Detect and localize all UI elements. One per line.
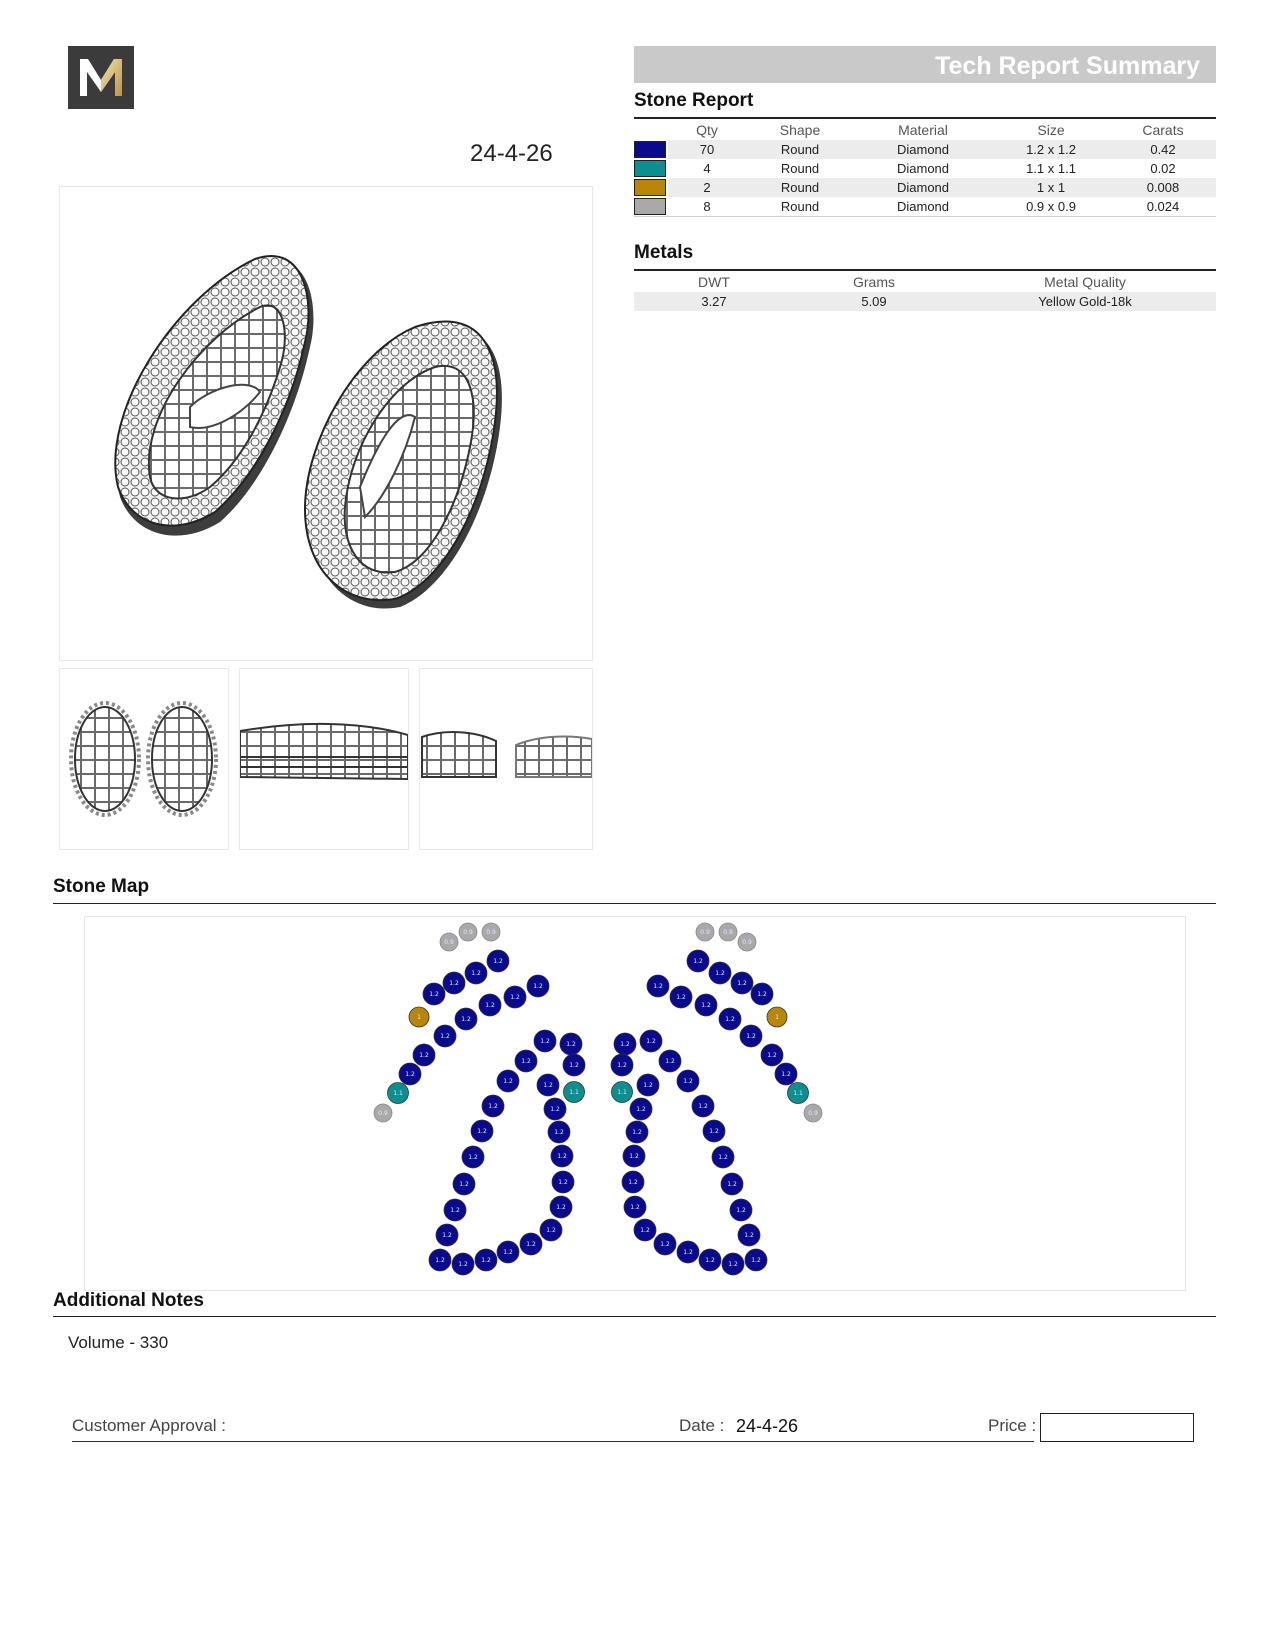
stone-blue	[552, 1171, 574, 1193]
carats-cell: 0.02	[1150, 161, 1176, 176]
stone-blue	[423, 983, 445, 1005]
stone-size-label: 1.2	[709, 1128, 719, 1135]
divider	[634, 117, 1216, 119]
divider	[53, 903, 1216, 904]
size-cell: 0.9 x 0.9	[1026, 199, 1076, 214]
stone-blue	[453, 1173, 475, 1195]
stone-size-label: 1.2	[718, 1154, 728, 1161]
stone-blue	[551, 1145, 573, 1167]
company-logo	[68, 46, 134, 109]
stone-size-label: 1.2	[540, 1038, 550, 1045]
stone-blue	[670, 986, 692, 1008]
stone-size-label: 1.2	[450, 1207, 460, 1214]
stone-blue	[722, 1253, 744, 1275]
stone-blue	[761, 1044, 783, 1066]
stone-size-label: 1.2	[477, 1128, 487, 1135]
table-row	[634, 292, 1216, 311]
stone-size-label: 1.2	[461, 1016, 471, 1023]
stone-blue	[527, 975, 549, 997]
stone-size-label: 1.2	[485, 1002, 495, 1009]
stone-teal	[788, 1083, 809, 1104]
shape-cell: Round	[780, 161, 820, 176]
stone-gray	[696, 923, 714, 941]
date-label: Date :	[679, 1416, 725, 1435]
stone-size-label: 1.2	[458, 1261, 468, 1268]
stone-gray	[719, 923, 737, 941]
stone-blue	[624, 1196, 646, 1218]
stone-teal	[612, 1082, 633, 1103]
material-cell: Diamond	[896, 199, 950, 214]
stone-blue	[497, 1241, 519, 1263]
stone-size-label: 1.2	[468, 1154, 478, 1161]
stone-blue	[462, 1146, 484, 1168]
stone-gray	[482, 923, 500, 941]
date-value: 24-4-26	[736, 1416, 799, 1436]
signature-line[interactable]	[72, 1441, 1034, 1442]
size-cell: 1.2 x 1.2	[992, 140, 1110, 159]
column-header-carats: Carats	[1142, 122, 1184, 138]
stone-size-label: 1.2	[429, 991, 439, 998]
additional-notes-title: Additional Notes	[53, 1290, 204, 1311]
stone-gray	[459, 923, 477, 941]
stone-size-label: 1.2	[751, 1257, 761, 1264]
stone-size-label: 1.2	[558, 1179, 568, 1186]
stone-size-label: 1.2	[510, 994, 520, 1001]
stone-size-label: 1.2	[767, 1052, 777, 1059]
stone-blue	[730, 1199, 752, 1221]
stone-blue	[709, 962, 731, 984]
job-code: 24-4-26	[470, 140, 553, 167]
stone-blue	[654, 1233, 676, 1255]
stone-size-label: 0.9	[723, 929, 733, 936]
stone-size-label: 1.2	[643, 1082, 653, 1089]
stone-size-label: 1.2	[546, 1227, 556, 1234]
stone-blue	[540, 1219, 562, 1241]
stone-blue	[687, 950, 709, 972]
stone-blue	[550, 1196, 572, 1218]
stone-blue	[482, 1095, 504, 1117]
color-swatch	[634, 198, 666, 215]
stone-size-label: 1.2	[757, 991, 767, 998]
stone-blue	[677, 1241, 699, 1263]
stone-size-label: 0.9	[444, 939, 454, 946]
stone-blue	[475, 1249, 497, 1271]
stone-blue	[637, 1074, 659, 1096]
stone-gold	[767, 1007, 787, 1027]
stone-blue	[614, 1033, 636, 1055]
stone-blue	[515, 1050, 537, 1072]
price-input[interactable]	[1040, 1413, 1194, 1442]
stone-size-label: 0.9	[463, 929, 473, 936]
stone-size-label: 1.2	[503, 1078, 513, 1085]
stone-size-label: 1.2	[628, 1179, 638, 1186]
stone-size-label: 1	[417, 1014, 421, 1021]
stone-blue	[622, 1171, 644, 1193]
stone-size-label: 1.2	[744, 1232, 754, 1239]
stone-size-label: 1.2	[526, 1241, 536, 1248]
stone-size-label: 1.2	[683, 1249, 693, 1256]
stone-report-title: Stone Report	[634, 90, 754, 111]
stone-blue	[563, 1054, 585, 1076]
material-cell: Diamond	[854, 178, 992, 197]
stone-size-label: 0.9	[378, 1110, 388, 1117]
stone-size-label: 1.2	[569, 1062, 579, 1069]
stone-size-label: 0.9	[808, 1110, 818, 1117]
shape-cell: Round	[746, 178, 854, 197]
stone-size-label: 1.2	[521, 1058, 531, 1065]
stone-size-label: 1.2	[737, 980, 747, 987]
stone-size-label: 1.2	[533, 983, 543, 990]
metals-table	[634, 272, 1216, 311]
stone-blue	[745, 1249, 767, 1271]
stone-size-label: 1.1	[393, 1090, 403, 1097]
stone-blue	[712, 1146, 734, 1168]
size-cell: 1.1 x 1.1	[1026, 161, 1076, 176]
material-cell: Diamond	[854, 140, 992, 159]
color-swatch	[634, 179, 666, 196]
stone-blue	[626, 1121, 648, 1143]
stone-size-label: 1.2	[746, 1033, 756, 1040]
thumbnail-side-view[interactable]	[239, 668, 409, 850]
stone-blue	[534, 1030, 556, 1052]
table-header-row	[634, 120, 1216, 140]
main-render-image	[59, 186, 593, 661]
grams-cell: 5.09	[794, 292, 954, 311]
stone-size-label: 1.2	[493, 958, 503, 965]
stone-map-diagram	[84, 916, 1186, 1291]
stone-gray	[804, 1104, 822, 1122]
stone-size-label: 1.2	[557, 1153, 567, 1160]
stone-size-label: 1.2	[781, 1071, 791, 1078]
color-swatch	[634, 160, 666, 177]
stone-blue	[751, 983, 773, 1005]
stone-blue	[465, 962, 487, 984]
customer-approval-label: Customer Approval :	[72, 1416, 227, 1435]
column-header-material: Material	[898, 122, 948, 138]
right-earring-render	[305, 321, 502, 608]
stone-gold	[409, 1007, 429, 1027]
thumbnail-top-view[interactable]	[419, 668, 593, 850]
stone-blue	[719, 1008, 741, 1030]
stone-size-label: 1	[775, 1014, 779, 1021]
metals-title: Metals	[634, 242, 694, 263]
stone-size-label: 1.2	[660, 1241, 670, 1248]
table-row	[634, 197, 1216, 217]
stone-blue	[634, 1219, 656, 1241]
stone-size-label: 0.9	[486, 929, 496, 936]
stone-size-label: 1.2	[556, 1204, 566, 1211]
stone-size-label: 1.2	[543, 1082, 553, 1089]
divider	[53, 1316, 1216, 1317]
qty-cell: 2	[668, 178, 746, 197]
stone-blue	[479, 994, 501, 1016]
report-title: Tech Report Summary	[634, 46, 1216, 83]
stone-blue	[775, 1063, 797, 1085]
table-row	[634, 140, 1216, 159]
shape-cell: Round	[746, 140, 854, 159]
thumbnail-front-view[interactable]	[59, 668, 229, 850]
stone-size-label: 1.2	[419, 1052, 429, 1059]
stone-blue	[452, 1253, 474, 1275]
stone-size-label: 1.2	[683, 1078, 693, 1085]
stone-size-label: 1.2	[440, 1033, 450, 1040]
stone-size-label: 1.2	[676, 994, 686, 1001]
stone-gray	[738, 933, 756, 951]
stone-gray	[440, 933, 458, 951]
stone-blue	[677, 1070, 699, 1092]
divider	[634, 269, 1216, 271]
stone-blue	[647, 975, 669, 997]
material-cell: Diamond	[896, 161, 950, 176]
column-header-size: Size	[1037, 122, 1065, 138]
stone-size-label: 1.2	[632, 1129, 642, 1136]
stone-size-label: 1.2	[459, 1181, 469, 1188]
stone-blue	[623, 1145, 645, 1167]
qty-cell: 4	[703, 161, 711, 176]
carats-cell: 0.024	[1146, 199, 1180, 214]
stone-blue	[537, 1074, 559, 1096]
stone-blue	[740, 1025, 762, 1047]
notes-text: Volume - 330	[68, 1333, 169, 1352]
stone-size-label: 1.2	[629, 1153, 639, 1160]
stone-blue	[630, 1098, 652, 1120]
stone-blue	[548, 1121, 570, 1143]
stone-size-label: 1.2	[617, 1062, 627, 1069]
stone-blue	[504, 986, 526, 1008]
stone-size-label: 1.2	[653, 983, 663, 990]
stone-size-label: 1.2	[630, 1204, 640, 1211]
table-row	[634, 178, 1216, 197]
stone-size-label: 1.2	[698, 1103, 708, 1110]
stone-blue	[413, 1044, 435, 1066]
table-header-row	[634, 272, 1216, 292]
stone-size-label: 1.2	[636, 1106, 646, 1113]
stone-size-label: 1.1	[617, 1089, 627, 1096]
column-header-metal-quality: Metal Quality	[1044, 274, 1126, 290]
column-header-qty: Qty	[696, 122, 718, 138]
stone-teal	[564, 1082, 585, 1103]
left-earring-render	[115, 256, 313, 536]
stone-size-label: 1.2	[488, 1103, 498, 1110]
stone-blue	[455, 1008, 477, 1030]
stone-size-label: 1.1	[569, 1089, 579, 1096]
stone-teal	[388, 1083, 409, 1104]
stone-blue	[640, 1030, 662, 1052]
stone-blue	[695, 994, 717, 1016]
stone-size-label: 1.2	[442, 1232, 452, 1239]
stone-blue	[471, 1120, 493, 1142]
stone-blue	[487, 950, 509, 972]
stone-size-label: 1.2	[736, 1207, 746, 1214]
dwt-cell: 3.27	[634, 292, 794, 311]
stone-blue	[429, 1249, 451, 1271]
stone-size-label: 1.2	[693, 958, 703, 965]
stone-size-label: 1.2	[727, 1181, 737, 1188]
stone-blue	[692, 1095, 714, 1117]
stone-blue	[443, 972, 465, 994]
stone-size-label: 1.2	[620, 1041, 630, 1048]
stone-blue	[611, 1054, 633, 1076]
stone-report-table	[634, 120, 1216, 217]
size-cell: 1 x 1	[992, 178, 1110, 197]
stone-blue	[497, 1070, 519, 1092]
stone-blue	[721, 1173, 743, 1195]
stone-size-label: 1.2	[725, 1016, 735, 1023]
stone-size-label: 1.2	[481, 1257, 491, 1264]
column-header-color	[634, 120, 668, 140]
stone-size-label: 0.9	[742, 939, 752, 946]
stone-size-label: 1.2	[640, 1227, 650, 1234]
column-header-grams: Grams	[853, 274, 895, 290]
stone-blue	[399, 1063, 421, 1085]
stone-blue	[738, 1224, 760, 1246]
stone-blue	[560, 1033, 582, 1055]
stone-blue	[659, 1050, 681, 1072]
stone-blue	[703, 1120, 725, 1142]
table-row	[634, 159, 1216, 178]
qty-cell: 8	[703, 199, 711, 214]
stone-size-label: 1.1	[793, 1090, 803, 1097]
carats-cell: 0.008	[1110, 178, 1216, 197]
stone-size-label: 1.2	[646, 1038, 656, 1045]
stone-blue	[434, 1025, 456, 1047]
stone-blue	[520, 1233, 542, 1255]
stone-size-label: 1.2	[665, 1058, 675, 1065]
column-header-shape: Shape	[779, 122, 821, 138]
stone-size-label: 1.2	[566, 1041, 576, 1048]
stone-size-label: 1.2	[705, 1257, 715, 1264]
color-swatch	[634, 141, 666, 158]
metal-quality-cell: Yellow Gold-18k	[954, 292, 1216, 311]
carats-cell: 0.42	[1110, 140, 1216, 159]
stone-size-label: 1.2	[405, 1071, 415, 1078]
stone-size-label: 1.2	[471, 970, 481, 977]
stone-blue	[699, 1249, 721, 1271]
stone-blue	[444, 1199, 466, 1221]
stone-gray	[374, 1104, 392, 1122]
qty-cell: 70	[668, 140, 746, 159]
stone-size-label: 0.9	[700, 929, 710, 936]
stone-size-label: 1.2	[503, 1249, 513, 1256]
column-header-dwt: DWT	[698, 274, 730, 290]
stone-size-label: 1.2	[435, 1257, 445, 1264]
stone-size-label: 1.2	[550, 1106, 560, 1113]
stone-size-label: 1.2	[728, 1261, 738, 1268]
stone-map-title: Stone Map	[53, 876, 150, 897]
stone-blue	[436, 1224, 458, 1246]
shape-cell: Round	[780, 199, 820, 214]
stone-blue	[731, 972, 753, 994]
stone-blue	[544, 1098, 566, 1120]
price-label: Price :	[988, 1416, 1037, 1435]
stone-size-label: 1.2	[715, 970, 725, 977]
stone-size-label: 1.2	[701, 1002, 711, 1009]
stone-size-label: 1.2	[554, 1129, 564, 1136]
stone-size-label: 1.2	[449, 980, 459, 987]
